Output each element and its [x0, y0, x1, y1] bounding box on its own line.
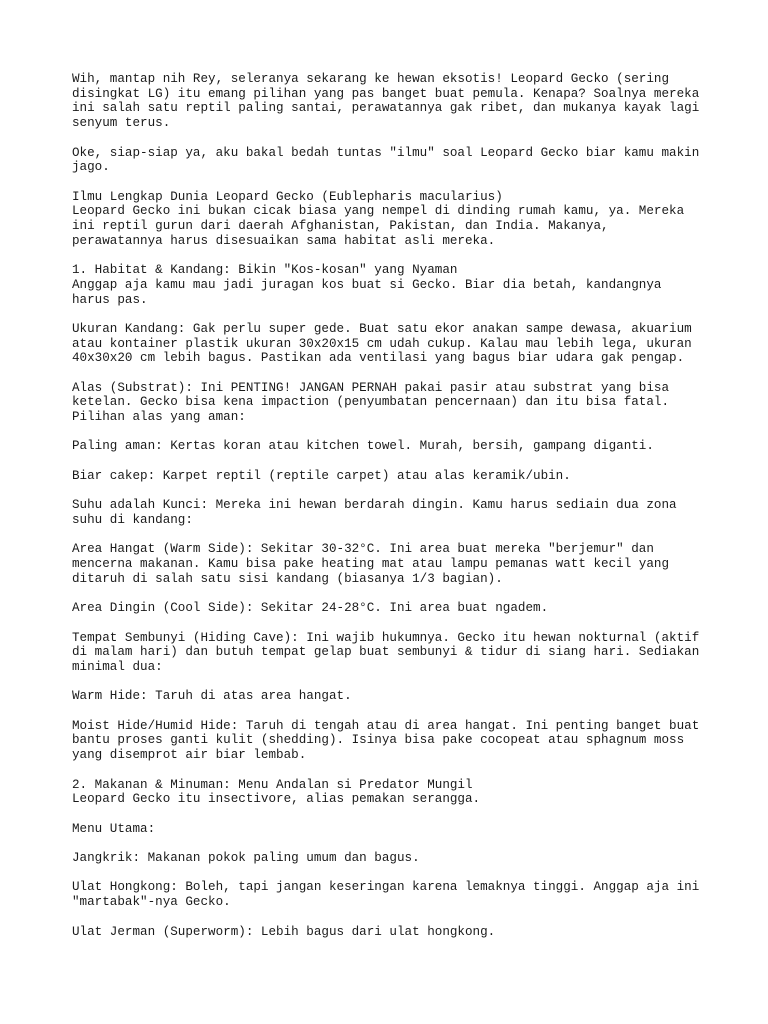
- text-line: Ulat Jerman (Superworm): Lebih bagus dari ulat hongkong.: [72, 924, 496, 939]
- paragraph: [72, 631, 712, 675]
- text-line: bantu proses ganti kulit (shedding). Isinya bisa pake cocopeat atau sphagnum moss: [72, 733, 685, 748]
- paragraph: [72, 601, 712, 616]
- text-line: di malam hari) dan butuh tempat gelap buat sembunyi & tidur di siang hari. Sediakan: [72, 645, 700, 660]
- text-line: ini reptil gurun dari daerah Afghanistan, Pakistan, dan India. Makanya,: [72, 219, 609, 233]
- paragraph: [72, 822, 712, 837]
- text-line: Anggap aja kamu mau jadi juragan kos buat si Gecko. Biar dia betah, kandangnya: [72, 277, 662, 292]
- text-line: Area Hangat (Warm Side): Sekitar 30-32°C. Ini area buat mereka "berjemur" dan: [72, 542, 654, 557]
- text-line: "martabak"-nya Gecko.: [72, 895, 231, 910]
- text-line: 1. Habitat & Kandang: Bikin "Kos-kosan" yang Nyaman: [72, 263, 458, 278]
- text-line: suhu di kandang:: [72, 512, 193, 527]
- text-line: jago.: [72, 160, 110, 175]
- text-line: Ulat Hongkong: Boleh, tapi jangan keseringan karena lemaknya tinggi. Anggap aja ini: [72, 880, 700, 895]
- text-line: disingkat LG) itu emang pilihan yang pas banget buat pemula. Kenapa? Soalnya mereka: [72, 86, 700, 101]
- text-line: Moist Hide/Humid Hide: Taruh di tengah atau di area hangat. Ini penting banget buat: [72, 718, 700, 733]
- text-line: Ilmu Lengkap Dunia Leopard Gecko (Eublepharis macularius): [72, 189, 503, 204]
- text-line: perawatannya harus disesuaikan sama habitat asli mereka.: [72, 233, 496, 248]
- paragraph: [72, 263, 712, 307]
- paragraph: [72, 925, 712, 940]
- paragraph: [72, 146, 712, 175]
- paragraph: [72, 439, 712, 454]
- text-line: Leopard Gecko itu insectivore, alias pemakan serangga.: [72, 792, 481, 807]
- text-line: senyum terus.: [72, 116, 171, 131]
- paragraph: [72, 469, 712, 484]
- paragraph: [72, 190, 712, 249]
- paragraph: [72, 322, 712, 366]
- text-line: Warm Hide: Taruh di atas area hangat.: [72, 689, 352, 704]
- text-line: minimal dua:: [72, 659, 163, 674]
- text-line: mencerna makanan. Kamu bisa pake heating mat atau lampu pemanas watt kecil yang: [72, 557, 670, 572]
- paragraph: [72, 72, 712, 131]
- text-line: Menu Utama:: [72, 821, 156, 836]
- paragraph: [72, 689, 712, 704]
- text-line: Wih, mantap nih Rey, seleranya sekarang ke hewan eksotis! Leopard Gecko (sering: [72, 72, 670, 86]
- paragraph: [72, 851, 712, 866]
- document-page: [72, 72, 712, 954]
- text-line: Paling aman: Kertas koran atau kitchen towel. Murah, bersih, gampang diganti.: [72, 439, 654, 454]
- paragraph: [72, 880, 712, 909]
- paragraph: [72, 778, 712, 807]
- text-line: ketelan. Gecko bisa kena impaction (penyumbatan pencernaan) dan itu bisa fatal.: [72, 395, 670, 410]
- text-line: Leopard Gecko ini bukan cicak biasa yang nempel di dinding rumah kamu, ya. Mereka: [72, 204, 685, 219]
- text-line: Alas (Substrat): Ini PENTING! JANGAN PERNAH pakai pasir atau substrat yang bisa: [72, 380, 670, 395]
- text-line: Pilihan alas yang aman:: [72, 410, 246, 425]
- paragraph: [72, 381, 712, 425]
- text-line: yang disemprot air biar lembab.: [72, 748, 307, 763]
- text-line: harus pas.: [72, 292, 148, 307]
- paragraph: [72, 719, 712, 763]
- text-line: atau kontainer plastik ukuran 30x20x15 cm udah cukup. Kalau mau lebih lega, ukuran: [72, 336, 692, 351]
- paragraph: [72, 498, 712, 527]
- text-line: Suhu adalah Kunci: Mereka ini hewan berdarah dingin. Kamu harus sediain dua zona: [72, 498, 677, 513]
- text-line: Area Dingin (Cool Side): Sekitar 24-28°C. Ini area buat ngadem.: [72, 601, 549, 616]
- text-line: ditaruh di salah satu sisi kandang (biasanya 1/3 bagian).: [72, 571, 503, 586]
- text-line: Jangkrik: Makanan pokok paling umum dan bagus.: [72, 851, 420, 866]
- paragraph: [72, 542, 712, 586]
- text-line: 2. Makanan & Minuman: Menu Andalan si Predator Mungil: [72, 777, 473, 792]
- text-line: 40x30x20 cm lebih bagus. Pastikan ada ventilasi yang bagus biar udara gak pengap.: [72, 351, 685, 366]
- text-line: Ukuran Kandang: Gak perlu super gede. Buat satu ekor anakan sampe dewasa, akuarium: [72, 321, 692, 336]
- text-line: ini salah satu reptil paling santai, perawatannya gak ribet, dan mukanya kayak lagi: [72, 101, 700, 116]
- text-line: Biar cakep: Karpet reptil (reptile carpet) atau alas keramik/ubin.: [72, 468, 571, 483]
- text-line: Oke, siap-siap ya, aku bakal bedah tuntas "ilmu" soal Leopard Gecko biar kamu makin: [72, 145, 700, 160]
- text-line: Tempat Sembunyi (Hiding Cave): Ini wajib hukumnya. Gecko itu hewan nokturnal (aktif: [72, 630, 700, 645]
